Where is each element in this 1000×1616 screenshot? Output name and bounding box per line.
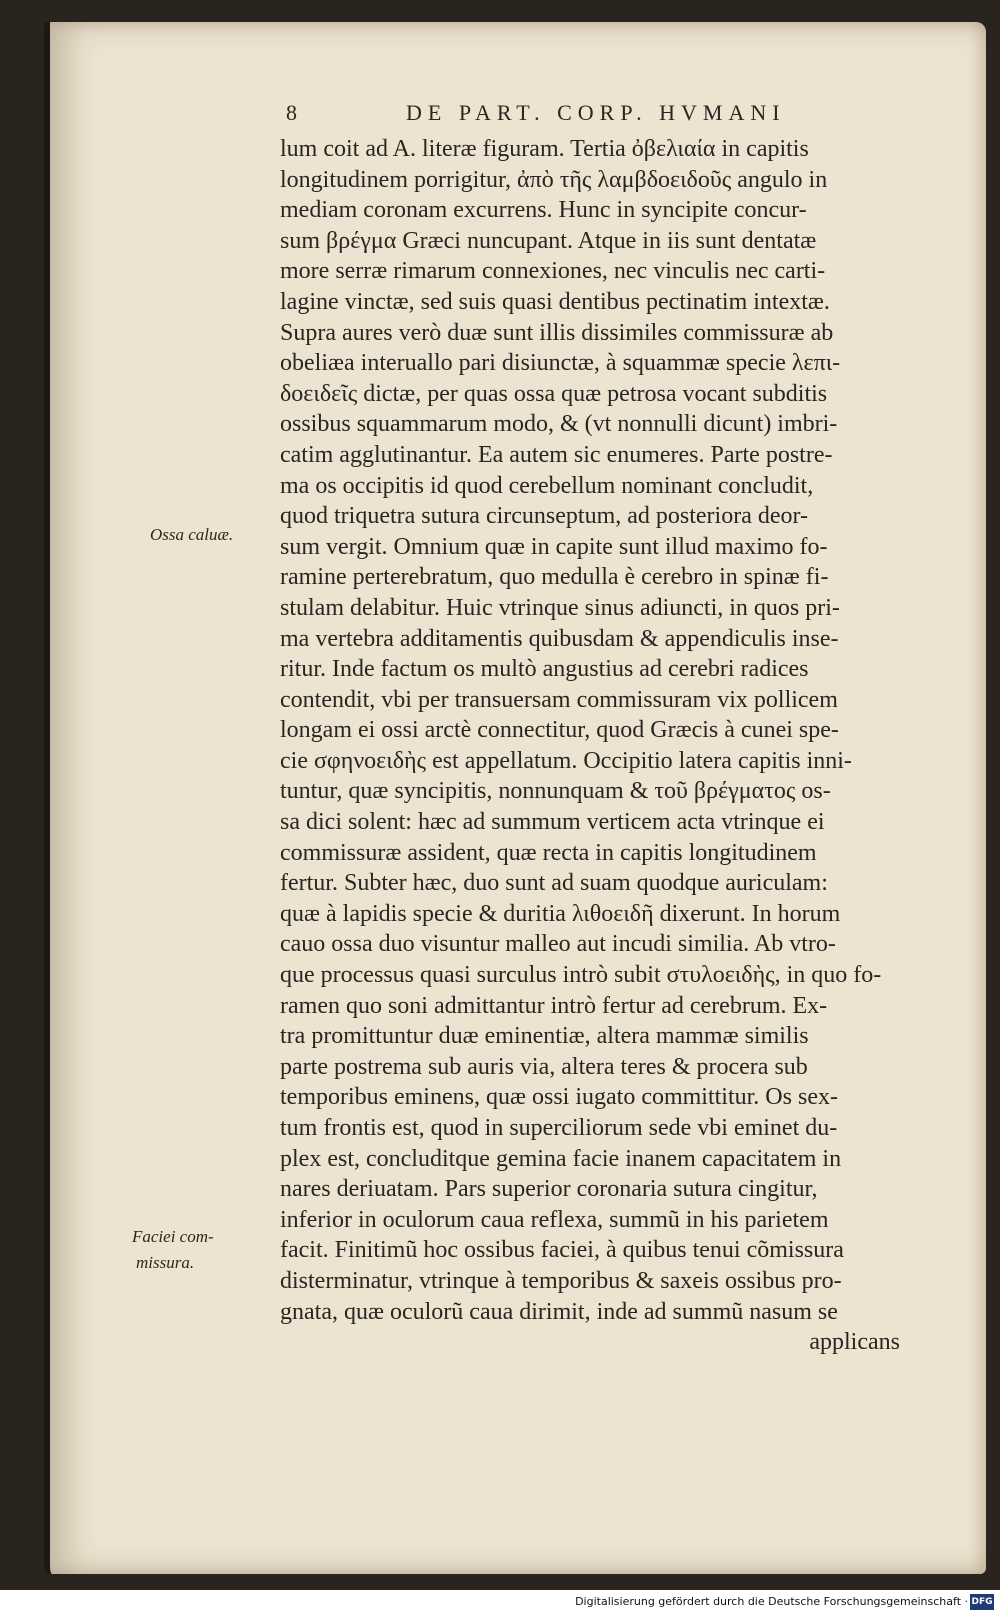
digitization-footer [0, 1590, 1000, 1616]
text-line: ma vertebra additamentis quibusdam & appendiculis inse- [280, 625, 839, 652]
text-line: ramine perterebratum, quo medulla è cerebro in spinæ fi- [280, 564, 829, 591]
text-line: cauo ossa duo visuntur malleo aut incudi similia. Ab vtro- [280, 931, 836, 958]
catchword: applicans [809, 1329, 900, 1356]
text-line: sum vergit. Omnium quæ in capite sunt illud maximo fo- [280, 533, 828, 560]
text-line: quæ à lapidis specie & duritia λιθοειδῆ dixerunt. In horum [280, 900, 841, 927]
text-line: fertur. Subter hæc, duo sunt ad suam quodque auriculam: [280, 870, 828, 897]
text-line: nares deriuatam. Pars superior coronaria sutura cingitur, [280, 1176, 818, 1203]
page-number: 8 [286, 100, 297, 125]
text-line: catim agglutinantur. Ea autem sic enumeres. Parte postre- [280, 441, 833, 468]
text-line: parte postrema sub auris via, altera teres & procera sub [280, 1053, 808, 1080]
text-line: obeliæa interuallo pari disiunctæ, à squammæ specie λεπι- [280, 350, 841, 377]
text-line: que processus quasi surculus intrò subit στυλοειδὴς, in quo fo- [280, 962, 882, 989]
margin-note-ossa-caluae: Ossa caluæ. [150, 525, 234, 544]
text-line: disterminatur, vtrinque à temporibus & saxeis ossibus pro- [280, 1267, 842, 1294]
text-line: tra promittuntur duæ eminentiæ, altera mammæ similis [280, 1023, 809, 1050]
text-line: ramen quo soni admittantur intrò fertur ad cerebrum. Ex- [280, 992, 828, 1019]
text-line: gnata, quæ oculorũ caua dirimit, inde ad summũ nasum se [280, 1298, 838, 1325]
text-line: plex est, concluditque gemina facie inanem capacitatem in [280, 1145, 842, 1172]
margin-note-faciei-line2: missura. [136, 1253, 195, 1272]
text-line: tuntur, quæ syncipitis, nonnunquam & τοῦ βρέγματος os- [280, 778, 831, 805]
text-line: mediam coronam excurrens. Hunc in syncipite concur- [280, 197, 807, 224]
text-line: longitudinem porrigitur, ἀπὸ τῆς λαμβδοειδοῦς angulo in [280, 166, 828, 193]
text-line: sa dici solent: hæc ad summum verticem acta vtrinque ei [280, 809, 825, 836]
text-line: commissuræ assident, quæ recta in capitis longitudinem [280, 839, 817, 866]
margin-note-faciei-line1: Faciei com- [132, 1227, 214, 1246]
text-line: sum βρέγμα Græci nuncupant. Atque in iis sunt dentatæ [280, 227, 817, 254]
text-line: more serræ rimarum connexiones, nec vinculis nec carti- [280, 258, 826, 285]
text-line: stulam delabitur. Huic vtrinque sinus adiuncti, in quos pri- [280, 594, 840, 621]
text-line: temporibus eminens, quæ ossi iugato committitur. Os sex- [280, 1084, 838, 1111]
text-line: δοειδεῖς dictæ, per quas ossa quæ petrosa vocant subditis [280, 380, 828, 407]
text-line: longam ei ossi arctè connectitur, quod Græcis à cunei spe- [280, 717, 839, 744]
dfg-logo-icon: DFG [970, 1594, 994, 1610]
footer-credit: Digitalisierung gefördert durch die Deutsche Forschungsgemeinschaft · [575, 1595, 968, 1608]
text-line: lagine vinctæ, sed suis quasi dentibus pectinatim intextæ. [280, 288, 830, 315]
text-line: quod triquetra sutura circunseptum, ad posteriora deor- [280, 503, 809, 530]
text-line: inferior in oculorum caua reflexa, summũ in his parietem [280, 1206, 829, 1233]
text-line: cie σφηνοειδὴς est appellatum. Occipitio latera capitis inni- [280, 747, 852, 774]
text-line: tum frontis est, quod in superciliorum sede vbi eminet du- [280, 1115, 838, 1141]
text-line: facit. Finitimũ hoc ossibus faciei, à quibus tenui cõmissura [280, 1237, 844, 1264]
text-line: Supra aures verò duæ sunt illis dissimiles commissuræ ab [280, 319, 834, 346]
text-line: ossibus squammarum modo, & (vt nonnulli dicunt) imbri- [280, 411, 838, 438]
page-header [286, 100, 806, 130]
text-line: lum coit ad A. literæ figuram. Tertia ὀβελιαία in capitis [280, 136, 809, 162]
body-text [280, 134, 920, 1358]
text-line: ma os occipitis id quod cerebellum nominant concludit, [280, 472, 814, 499]
text-line: ritur. Inde factum os multò angustius ad cerebri radices [280, 656, 809, 683]
text-line: contendit, vbi per transuersam commissuram vix pollicem [280, 686, 838, 713]
running-title: DE PART. CORP. HVMANI [406, 100, 786, 125]
